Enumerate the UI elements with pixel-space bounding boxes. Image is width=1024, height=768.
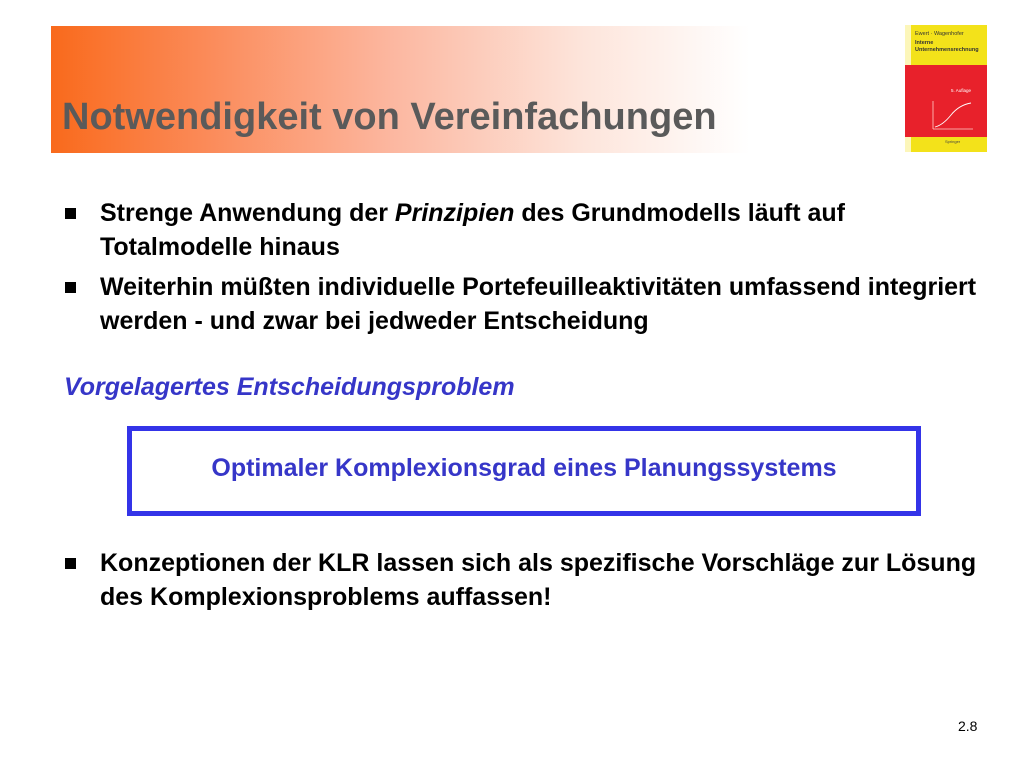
book-title-line2: Unternehmensrechnung [915, 47, 979, 53]
bullet-item: Strenge Anwendung der Prinzipien des Grundmodells läuft auf Totalmodelle hinaus [63, 196, 983, 264]
square-bullet-icon [65, 282, 76, 293]
book-edition: 5. Auflage [951, 88, 972, 93]
highlight-box [127, 426, 921, 516]
book-title-line1: Interne [915, 40, 934, 46]
highlight-box-text: Optimaler Komplexionsgrad eines Planungssystems [211, 454, 837, 482]
book-authors: Ewert · Wagenhofer [915, 31, 964, 37]
page-number: 2.8 [958, 718, 978, 734]
bullet-list-bottom [63, 546, 983, 614]
book-cover-image [905, 25, 987, 152]
book-publisher: Springer [945, 139, 961, 144]
bullet-item: Weiterhin müßten individuelle Portefeuilleaktivitäten umfassend integriert werden - und zwar bei jedweder Entscheidung [63, 270, 983, 338]
slide-title: Notwendigkeit von Vereinfachungen [62, 96, 717, 138]
square-bullet-icon [65, 208, 76, 219]
emphasis-text: Prinzipien [394, 199, 515, 227]
book-chart-icon [929, 99, 975, 133]
square-bullet-icon [65, 558, 76, 569]
bullet-item: Konzeptionen der KLR lassen sich als spezifische Vorschläge zur Lösung des Komplexionsproblems auffassen! [63, 546, 983, 614]
section-subheading: Vorgelagertes Entscheidungsproblem [64, 373, 515, 401]
bullet-list-top [63, 196, 983, 338]
